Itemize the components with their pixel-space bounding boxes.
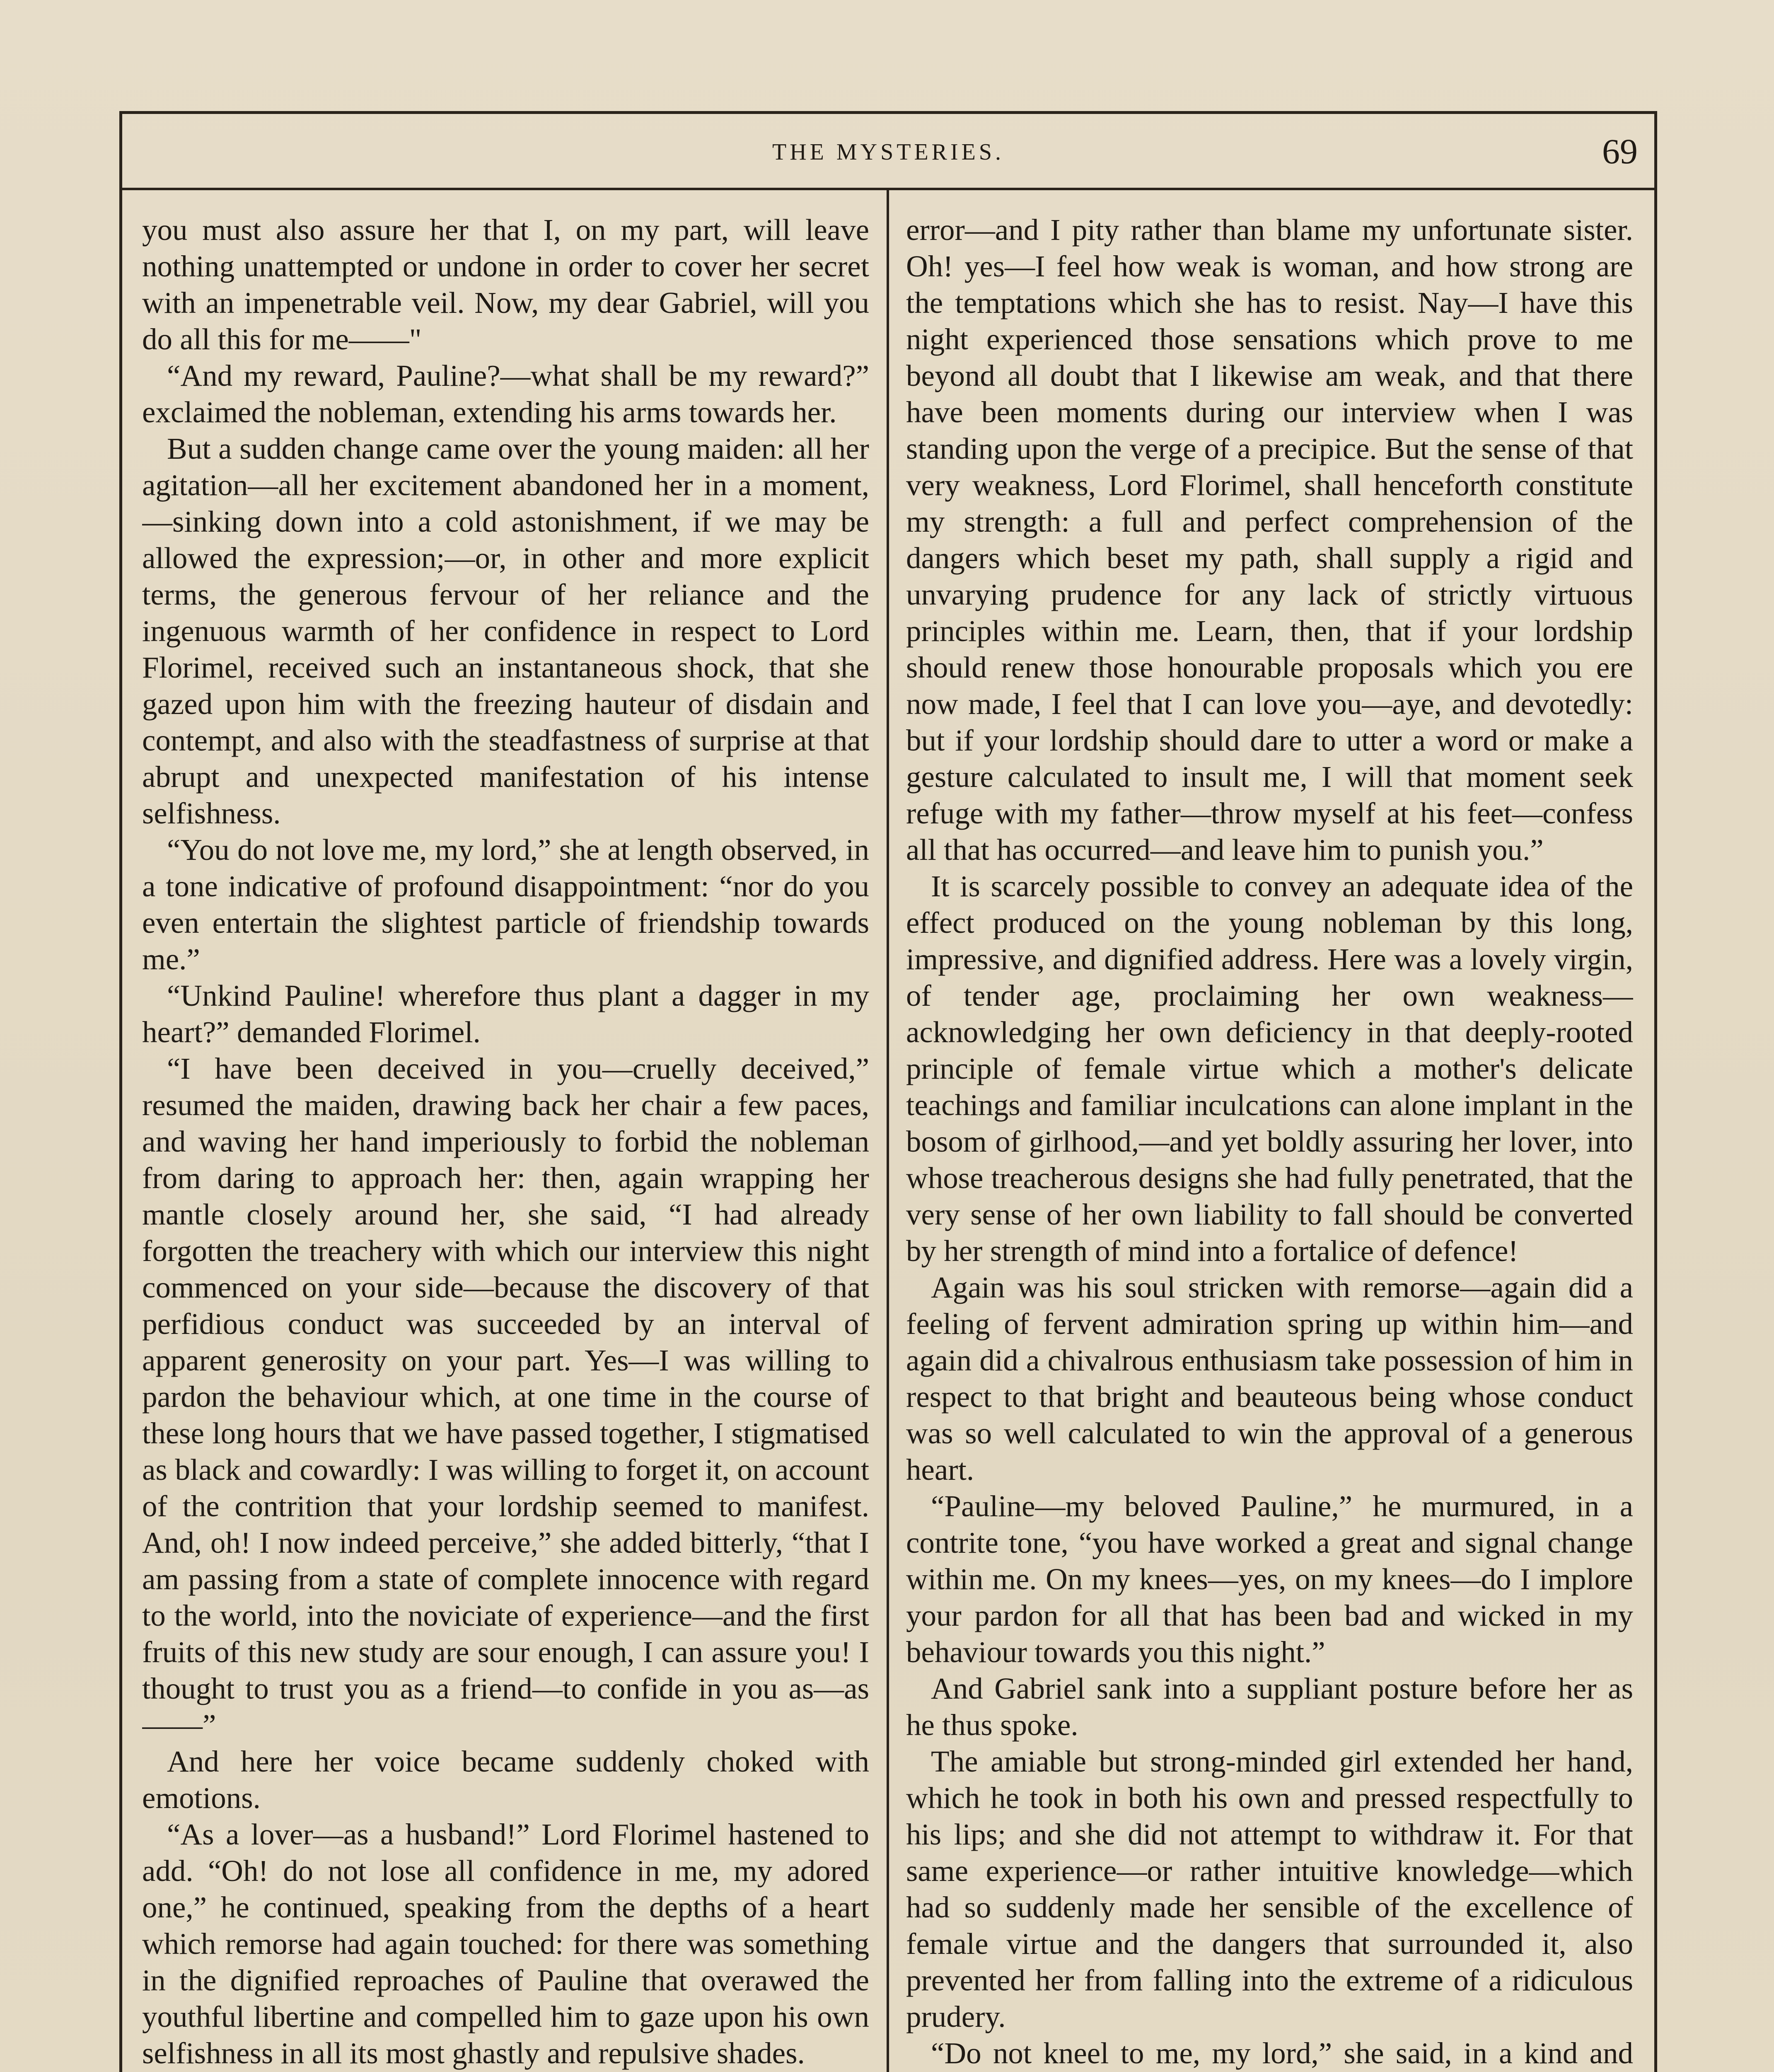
paragraph: “I have been deceived in you—cruelly deceived,” resumed the maiden, drawing back her chair a few paces, and waving her hand imperiously to forbid the nobleman from daring to approach her: then, again wrapping her mantle closely around her, she said, “I had already forgotten the treachery with which our interview this night commenced on your side—because the discovery of that perfidious conduct was succeeded by an interval of apparent generosity on your part. Yes—I was willing to pardon the behaviour which, at one time in the course of these long hours that we have passed together, I stigmatised as black and cowardly: I was willing to forget it, on account of the contrition that your lordship seemed to manifest. And, oh! I now indeed perceive,” she added bitterly, “that I am passing from a state of complete innocence with regard to the world, into the noviciate of experience—and the first fruits of this new study are sour enough, I can assure you! I thought to trust you as a friend—to confide in you as—as——” (142, 1052, 869, 1742)
paragraph: “Pauline—my beloved Pauline,” he murmured, in a contrite tone, “you have worked a great and signal change within me. On my knees—yes, on my knees—do I implore your pardon for all that has been bad and wicked in my behaviour towards you this night.” (906, 1489, 1633, 1669)
paragraph: “Do not kneel to me, my lord,” she said, in a kind and (931, 2036, 1633, 2070)
paragraph: “And my reward, Pauline?—what shall be my reward?” exclaimed the nobleman, extending his arms towards her. (142, 359, 869, 429)
paragraph: error—and I pity rather than blame my unfortunate sister. Oh! yes—I feel how weak is woman, and how strong are the temptations which she has to resist. Nay—I have this night experienced those sensations which prove to me beyond all doubt that I likewise am weak, and that there have been moments during our interview when I was standing upon the verge of a precipice. But the sense of that very weakness, Lord Florimel, shall henceforth constitute my strength: a full and perfect comprehension of the dangers which beset my path, shall supply a rigid and unvarying prudence for any lack of strictly virtuous principles within me. Learn, then, that if your lordship should renew those honourable proposals which you ere now made, I feel that I can love you—aye, and devotedly: but if your lordship should dare to utter a word or make a gesture calculated to insult me, I will that moment seek refuge with my father—throw myself at his feet—confess all that has occurred—and leave him to punish you.” (906, 213, 1633, 867)
paragraph: “As a lover—as a husband!” Lord Florimel hastened to add. “Oh! do not lose all confidence in me, my adored one,” he continued, speaking from the depths of a heart which remorse had again touched: for there was something in the dignified reproaches of Pauline that overawed the youthful libertine and compelled him to gaze upon his own selfishness in all its most ghastly and repulsive shades. (142, 1818, 869, 2070)
left-column (142, 212, 869, 2072)
paragraph: The amiable but strong-minded girl extended her hand, which he took in both his own and pressed respectfully to his lips; and she did not attempt to withdraw it. For that same experience—or rather intuitive knowledge—which had so suddenly made her sensible of the excellence of female virtue and the dangers that surrounded it, also prevented her from falling into the extreme of a ridiculous prudery. (906, 1745, 1633, 2033)
paragraph: Again was his soul stricken with remorse—again did a feeling of fervent admiration spring up within him—and again did a chivalrous enthusiasm take possession of him in respect to that bright and beauteous being whose conduct was so well calculated to win the approval of a generous heart. (906, 1271, 1633, 1486)
paragraph: It is scarcely possible to convey an adequate idea of the effect produced on the young nobleman by this long, impressive, and dignified address. Here was a lovely virgin, of tender age, proclaiming her own weakness—acknowledging her own deficiency in that deeply-rooted principle of female virtue which a mother's delicate teachings and familiar inculcations can alone implant in the bosom of girlhood,—and yet boldly assuring her lover, into whose treacherous designs she had fully penetrated, that the very sense of her own liability to fall should be converted by her strength of mind into a fortalice of defence! (906, 869, 1633, 1268)
paragraph: “Unkind Pauline! wherefore thus plant a dagger in my heart?” demanded Florimel. (142, 979, 869, 1049)
paragraph: And Gabriel sank into a suppliant posture before her as he thus spoke. (906, 1672, 1633, 1742)
paragraph: “You do not love me, my lord,” she at length observed, in a tone indicative of profound disappointment: “nor do you even entertain the slightest particle of friendship towards me.” (142, 833, 869, 976)
paragraph: And here her voice became suddenly choked with emotions. (142, 1745, 869, 1815)
paragraph: you must also assure her that I, on my part, will leave nothing unattempted or undone in order to cover her secret with an impenetrable veil. Now, my dear Gabriel, will you do all this for me——" (142, 213, 869, 356)
running-head: THE MYSTERIES. (772, 139, 1004, 165)
paragraph: But a sudden change came over the young maiden: all her agitation—all her excitement abandoned her in a moment,—sinking down into a cold astonishment, if we may be allowed the expression;—or, in other and more explicit terms, the generous fervour of her reliance and the ingenuous warmth of her confidence in respect to Lord Florimel, received such an instantaneous shock, that she gazed upon him with the freezing hauteur of disdain and contempt, and also with the steadfastness of surprise at that abrupt and unexpected manifestation of his intense selfishness. (142, 432, 869, 830)
page-number: 69 (1602, 131, 1638, 171)
column-divider (887, 188, 889, 2072)
page-frame (119, 111, 1657, 2072)
right-column (906, 212, 1633, 2072)
